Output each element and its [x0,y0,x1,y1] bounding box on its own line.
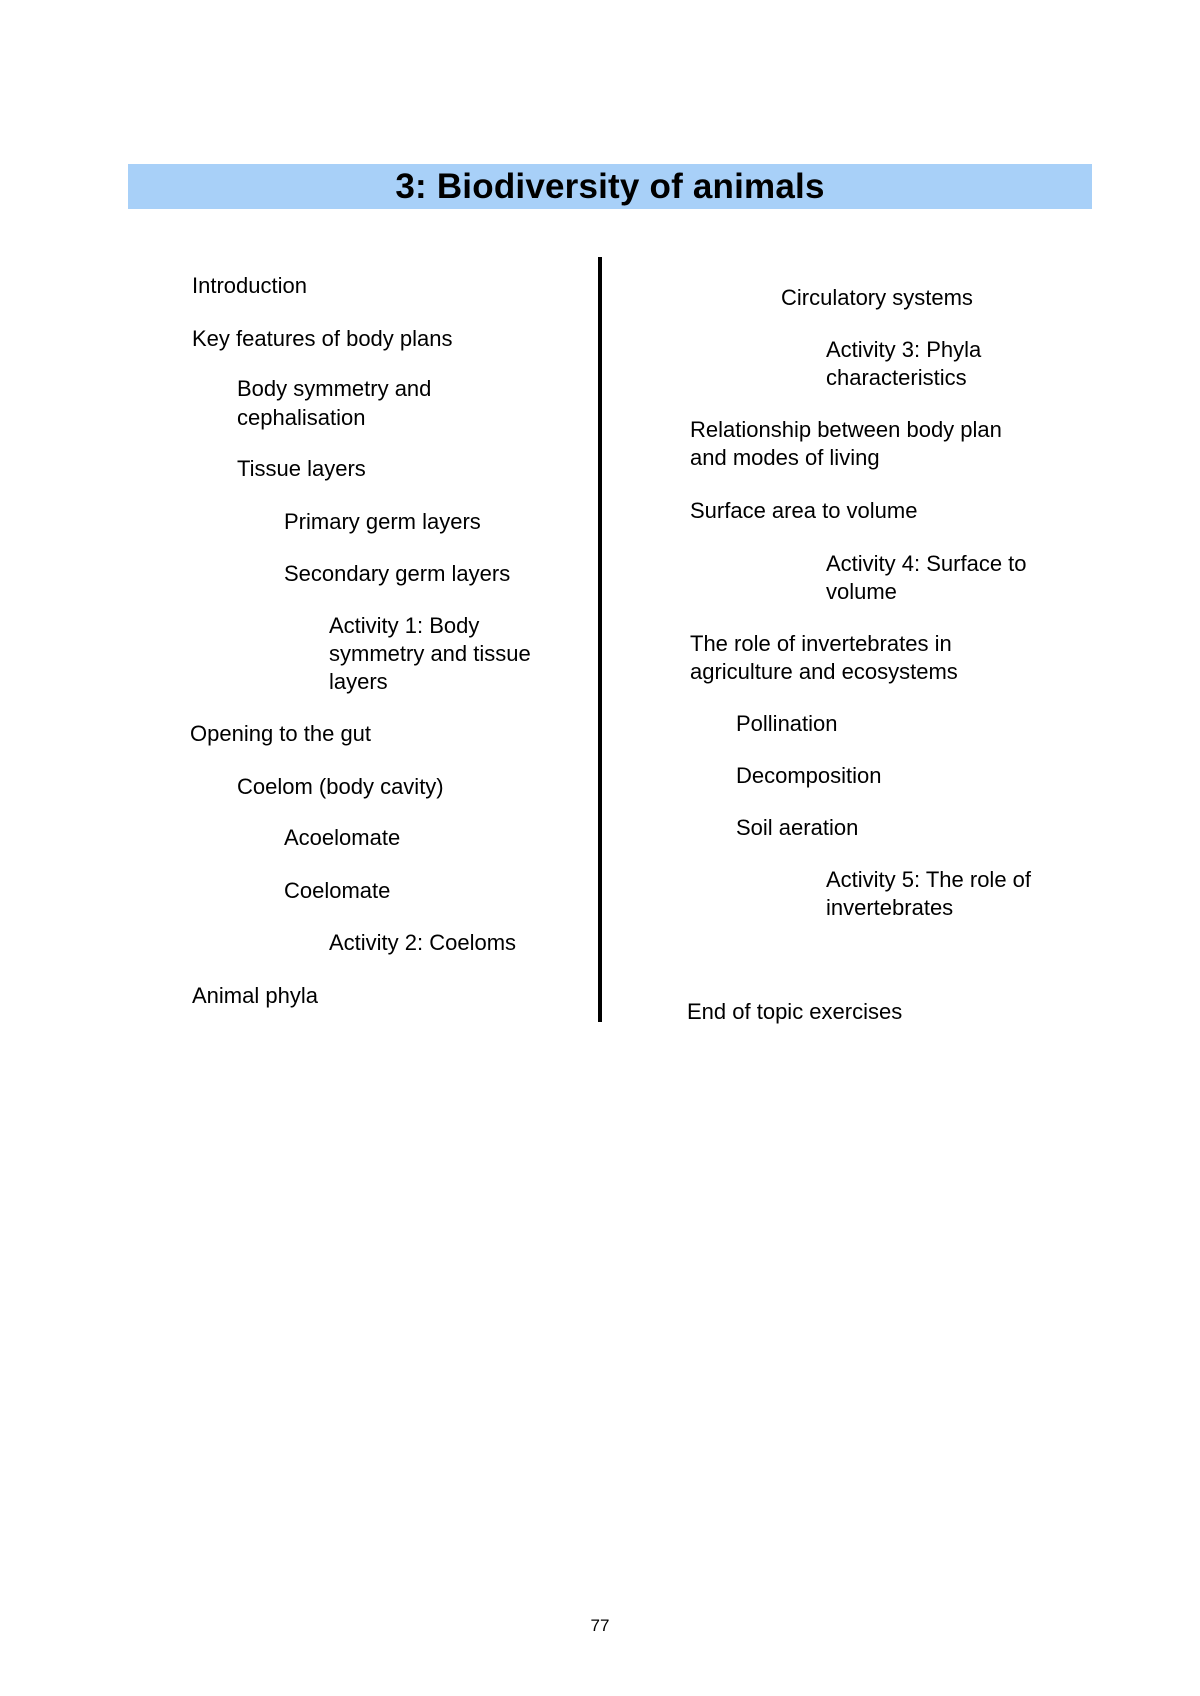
toc-entry: End of topic exercises [687,999,903,1024]
toc-entry: Soil aeration [736,815,859,840]
toc-entry: Activity 4: Surface to [826,551,1027,576]
toc-entry: Surface area to volume [690,498,918,523]
toc-entry: volume [826,579,897,604]
toc-entry: Opening to the gut [190,721,372,746]
toc-entry: Secondary germ layers [284,561,511,586]
toc-entry: symmetry and tissue [329,641,531,666]
title-banner [128,164,1092,209]
toc-entry: invertebrates [826,895,954,920]
page-number: 77 [590,1616,610,1635]
toc-entry: Coelomate [284,878,391,903]
toc-entry: Decomposition [736,763,882,788]
toc-entry: Activity 2: Coeloms [329,930,517,955]
toc-entry: Circulatory systems [781,285,973,310]
toc-entry: Pollination [736,711,838,736]
toc-entry: characteristics [826,365,967,390]
toc-entry: Animal phyla [192,983,318,1008]
toc-entry: agriculture and ecosystems [690,659,958,684]
toc-entry: Body symmetry and [237,376,432,401]
page-title: 3: Biodiversity of animals [395,166,825,206]
toc-entry: Primary germ layers [284,509,481,534]
toc-entry: cephalisation [237,405,366,430]
toc-entry: Activity 5: The role of [826,867,1032,892]
toc-entry: Activity 1: Body [329,613,480,638]
toc-entry: Key features of body plans [192,326,453,351]
toc-entry: and modes of living [690,445,880,470]
column-divider [598,257,602,1022]
toc-entry: layers [329,669,388,694]
toc-entry: Relationship between body plan [690,417,1002,442]
toc-entry: Introduction [192,273,307,298]
toc-entry: Coelom (body cavity) [237,774,444,799]
toc-entry: Tissue layers [237,456,366,481]
toc-entry: Acoelomate [284,825,401,850]
toc-entry: The role of invertebrates in [690,631,952,656]
toc-entry: Activity 3: Phyla [826,337,982,362]
